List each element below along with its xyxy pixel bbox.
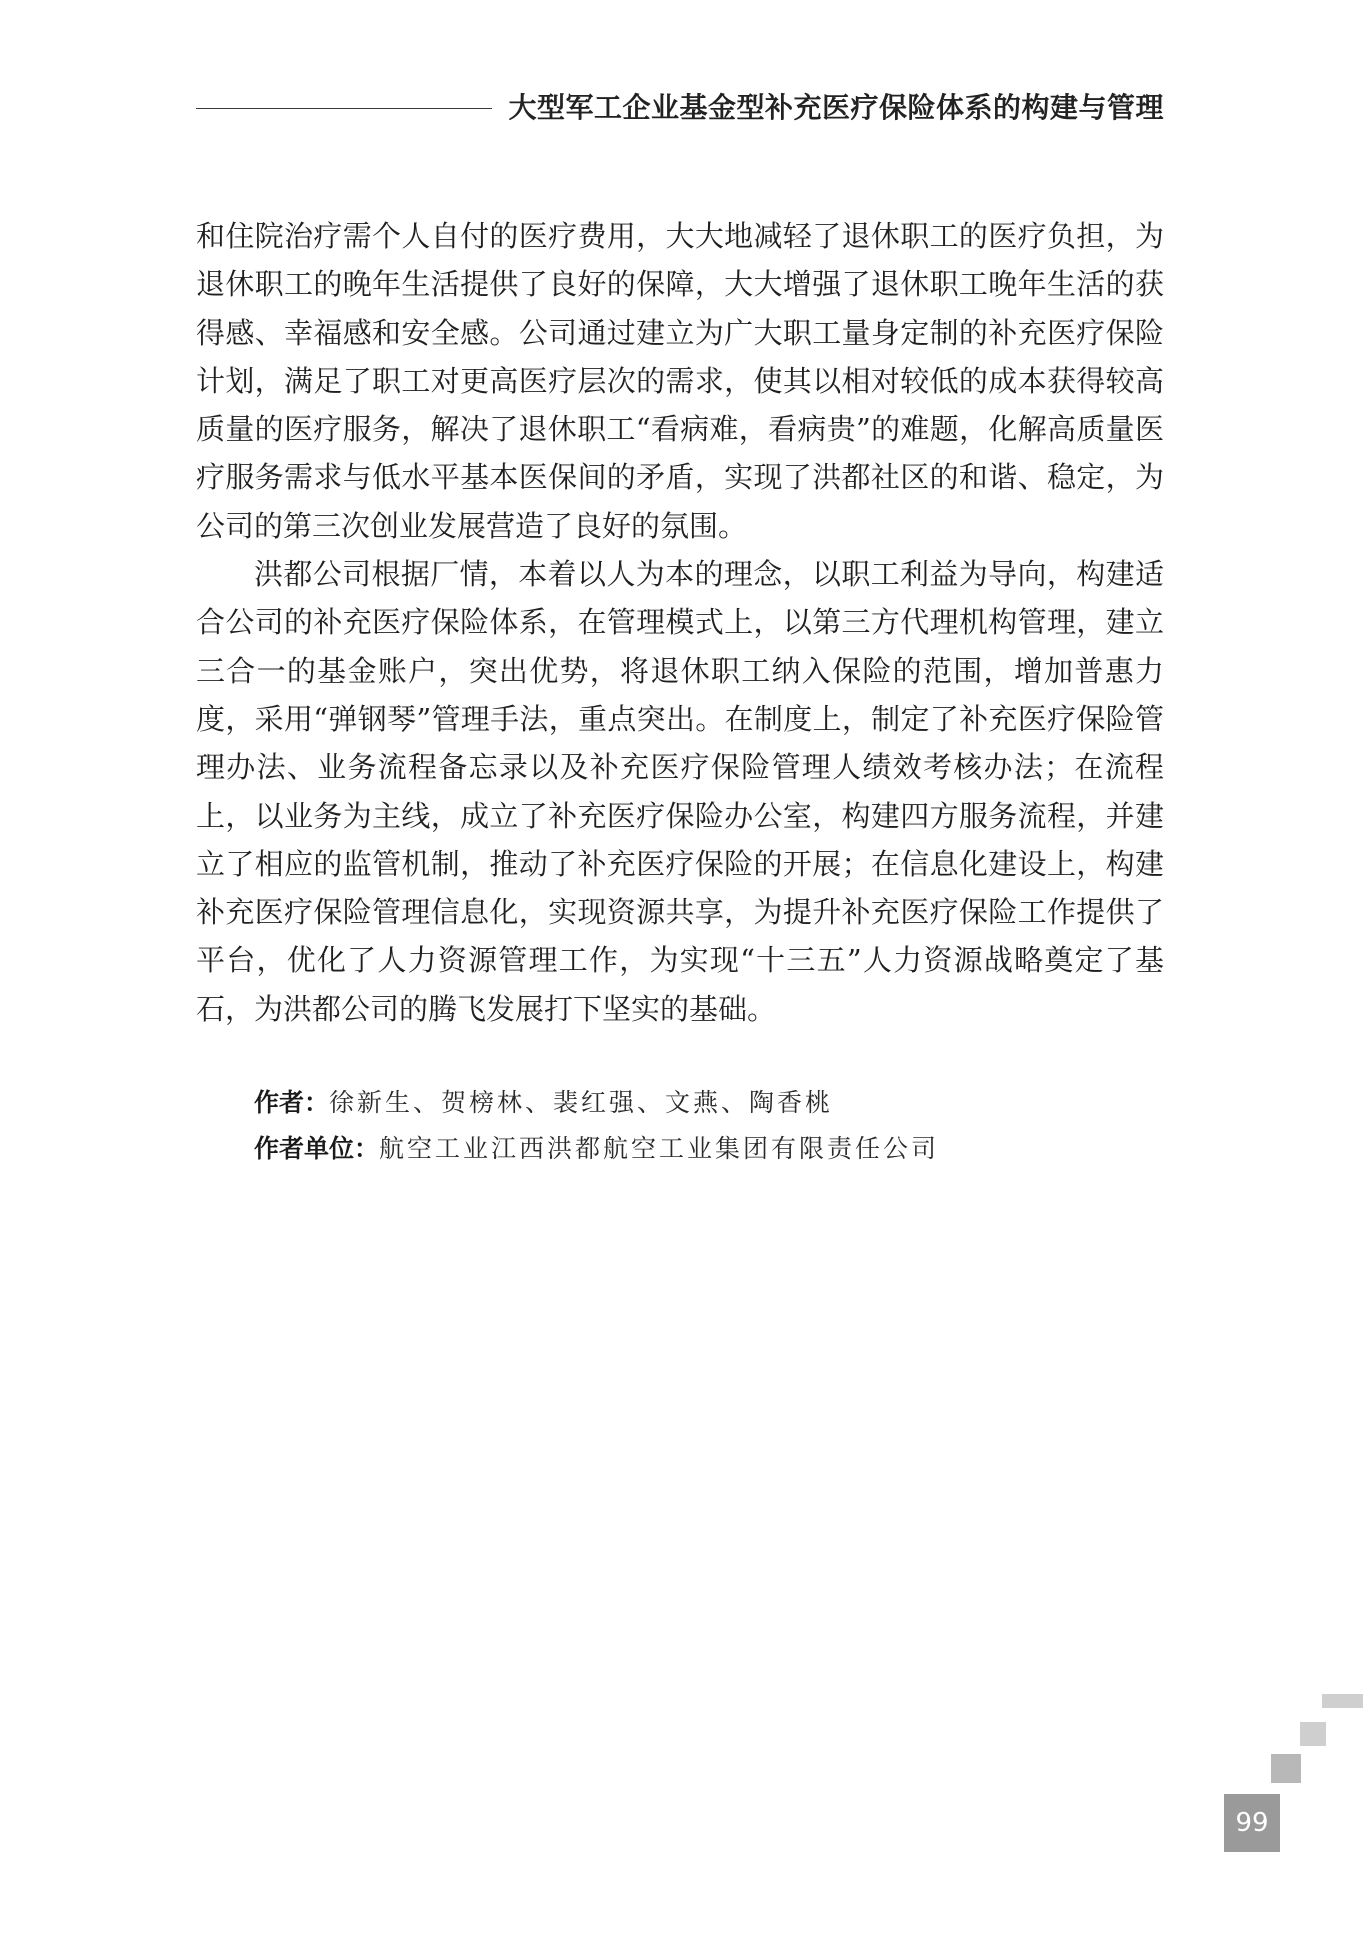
- article-body: [196, 212, 1164, 1033]
- authors-label: 作者：: [254, 1088, 330, 1117]
- affiliation-label: 作者单位：: [254, 1134, 380, 1163]
- running-header: [196, 86, 1164, 130]
- running-title: 大型军工企业基金型补充医疗保险体系的构建与管理: [508, 91, 1164, 124]
- paragraph-1: 和住院治疗需个人自付的医疗费用，大大地减轻了退休职工的医疗负担，为退休职工的晚年生活提供了良好的保障，大大增强了退休职工晚年生活的获得感、幸福感和安全感。公司通过建立为广大职工量身定制的补充医疗保险计划，满足了职工对更高医疗层次的需求，使其以相对较低的成本获得较高质量的医疗服务，解决了退休职工“看病难，看病贵”的难题，化解高质量医疗服务需求与低水平基本医保间的矛盾，实现了洪都社区的和谐、稳定，为公司的第三次创业发展营造了良好的氛围。: [196, 219, 1164, 543]
- authors-names: 徐新生、贺榜林、裴红强、文燕、陶香桃: [329, 1088, 834, 1117]
- decor-square-3: [1271, 1754, 1301, 1783]
- decor-square-2: [1300, 1722, 1326, 1746]
- authors-line: [254, 1080, 1154, 1126]
- paragraph-2: 洪都公司根据厂情，本着以人为本的理念，以职工利益为导向，构建适合公司的补充医疗保险体系，在管理模式上，以第三方代理机构管理，建立三合一的基金账户，突出优势，将退休职工纳入保险的范围，增加普惠力度，采用“弹钢琴”管理手法，重点突出。在制度上，制定了补充医疗保险管理办法、业务流程备忘录以及补充医疗保险管理人绩效考核办法；在流程上，以业务为主线，成立了补充医疗保险办公室，构建四方服务流程，并建立了相应的监管机制，推动了补充医疗保险的开展；在信息化建设上，构建补充医疗保险管理信息化，实现资源共享，为提升补充医疗保险工作提供了平台，优化了人力资源管理工作，为实现“十三五”人力资源战略奠定了基石，为洪都公司的腾飞发展打下坚实的基础。: [196, 557, 1164, 1026]
- author-credits: [254, 1080, 1154, 1172]
- affiliation-name: 航空工业江西洪都航空工业集团有限责任公司: [379, 1134, 940, 1163]
- header-rule: [196, 108, 492, 109]
- page-number: 99: [1224, 1794, 1280, 1852]
- affiliation-line: [254, 1126, 1154, 1172]
- decor-square-1: [1322, 1694, 1363, 1708]
